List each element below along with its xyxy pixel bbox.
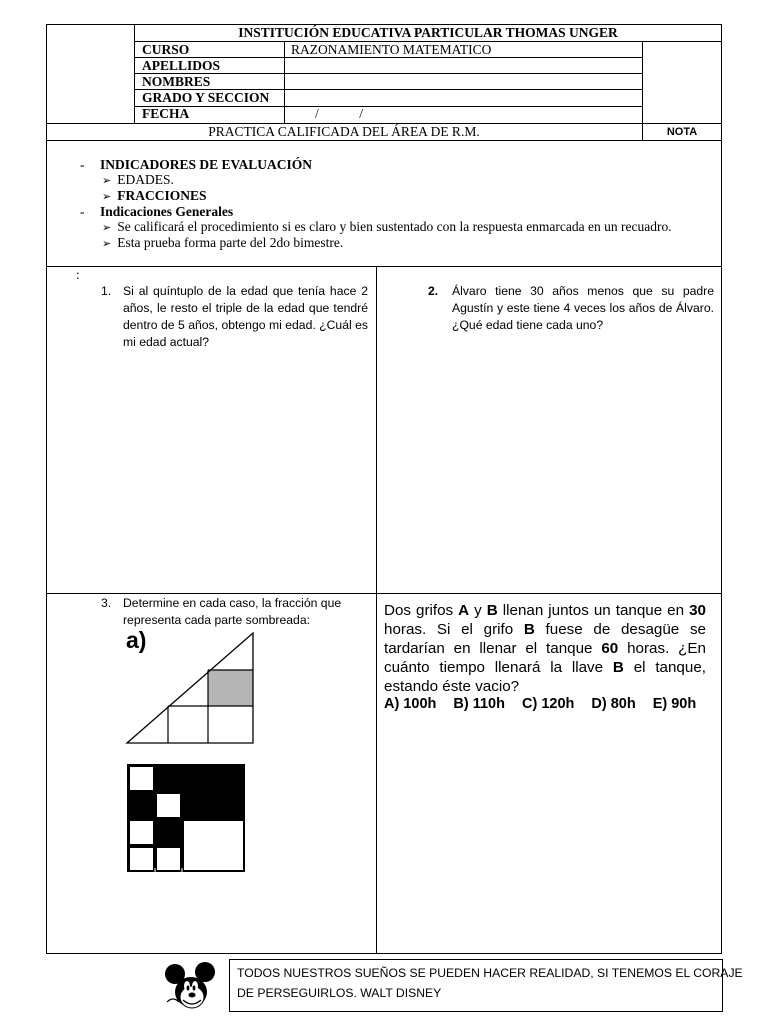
question-4-text [384,601,706,696]
question-4-text-segment: Dos grifos [384,602,459,619]
indicator-item-edades: ➢ EDADES. [102,172,174,187]
question-4-bold-text: 60 [601,640,619,657]
question-4-text-segment: el tanque, [623,659,706,676]
question-2-number: 2. [428,284,439,298]
nota-label: NOTA [666,126,698,138]
question-4-line [384,639,706,658]
question-4-text-segment: fuese de desagüe se [534,621,706,638]
question-4-bold-text: B [486,602,498,619]
general-item-2: ➢ Esta prueba forma parte del 2do bimestre. [102,235,344,250]
question-4-text-segment: horas. ¿En [618,640,706,657]
colon-marker: : [76,267,80,282]
question-2-text: Álvaro tiene 30 años menos que su padre Agustín y este tiene 4 veces los años de Álvaro. ¿Qué edad tiene cada uno? [452,284,714,332]
question-4-text-segment: horas. Si el grifo [384,621,524,638]
question-4-text-segment: y [469,602,487,619]
triangle-fraction-figure [124,630,256,746]
quote-line-1: TODOS NUESTROS SUEÑOS SE PUEDEN HACER REALIDAD, SI TENEMOS EL CORAJE [237,966,743,980]
answer-option: B) 110h [453,696,505,712]
question-1-text: Si al quíntuplo de la edad que tenía hace 2 años, le resto el triple de la edad que tendré dentro de 5 años, obtengo mi edad. ¿Cuál es mi edad actual? [123,284,368,349]
arrow-bullet-icon: ➢ [102,190,112,203]
field-value-curso: RAZONAMIENTO MATEMATICO [291,42,492,57]
field-value-fecha[interactable]: / / [315,106,364,121]
question-4-text-segment: estando éste vacio? [384,678,520,695]
field-label-curso: CURSO [142,42,190,57]
question-4-line [384,601,706,620]
question-4-text-segment: cuánto tiempo llenará la llave [384,659,613,676]
general-item-1: ➢ Se calificará el procedimiento si es claro y bien sustentado con la respuesta enmarcada en un recuadro. [102,219,672,234]
arrow-bullet-icon: ➢ [102,237,112,250]
field-label-nombres: NOMBRES [142,74,211,89]
indicator-item-fracciones: ➢ FRACCIONES [102,188,207,203]
question-4-bold-text: 30 [689,602,706,619]
question-4-bold-text: A [458,602,470,619]
grid-fraction-figure [126,763,246,873]
indicators-heading: INDICADORES DE EVALUACIÓN [100,157,313,172]
figure-label-a: a) [126,627,147,653]
dash-1: - [80,157,85,172]
quote-line-2: DE PERSEGUIRLOS. WALT DISNEY [237,986,442,1000]
field-label-grado: GRADO Y SECCION [142,90,270,105]
question-4-options [384,695,714,713]
shaded-square [208,670,253,706]
question-3-number: 3. [101,596,112,610]
dash-2: - [80,204,85,219]
institution-title: INSTITUCIÓN EDUCATIVA PARTICULAR THOMAS UNGER [238,25,618,40]
question-4-line [384,658,706,677]
mickey-mouse-icon [163,962,217,1012]
field-label-apellidos: APELLIDOS [142,58,221,73]
question-4-bold-text: B [523,621,535,638]
arrow-bullet-icon: ➢ [102,221,112,234]
answer-option: C) 120h [521,696,575,712]
practice-title: PRACTICA CALIFICADA DEL ÁREA DE R.M. [208,124,480,139]
question-4-line [384,620,706,639]
question-4-bold-text: B [612,659,624,676]
general-heading: Indicaciones Generales [100,204,234,219]
question-3-text: Determine en cada caso, la fracción que representa cada parte sombreada: [123,596,342,627]
arrow-bullet-icon: ➢ [102,174,112,187]
field-label-fecha: FECHA [142,106,190,121]
answer-option: E) 90h [652,696,697,712]
answer-option: A) 100h [384,696,437,712]
answer-option: D) 80h [591,696,636,712]
question-1-number: 1. [101,284,112,298]
question-4-line [384,677,706,696]
question-4-text-segment: tardarían en llenar el tanque [384,640,602,657]
question-4-text-segment: llenan juntos un tanque en [497,602,690,619]
